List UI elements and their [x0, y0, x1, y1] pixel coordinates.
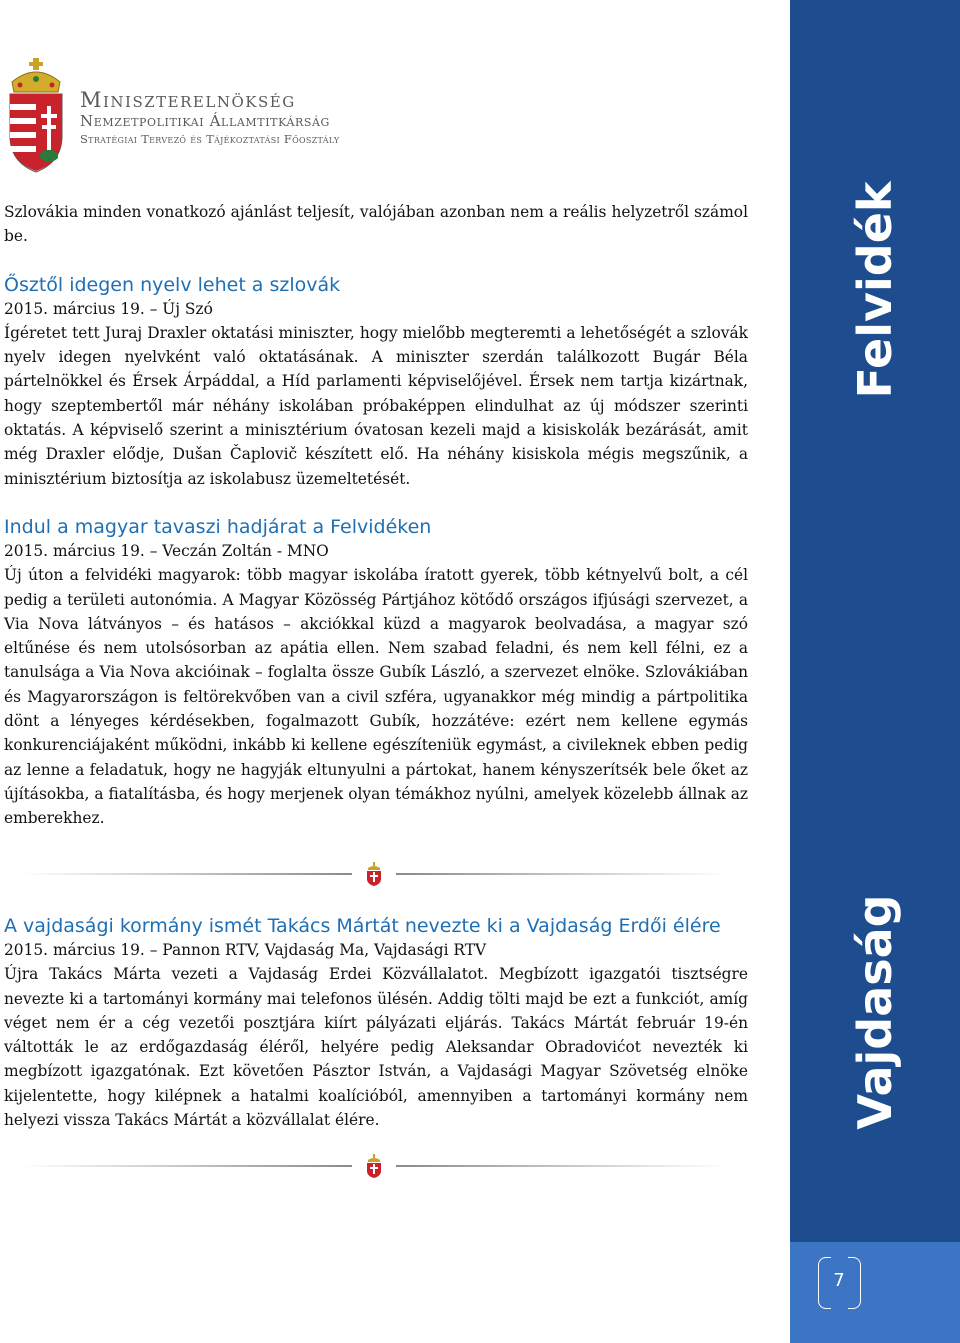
divider-line: [22, 873, 352, 875]
page-number: 7: [833, 1270, 845, 1291]
article-meta: 2015. március 19. – Új Szó: [4, 299, 213, 318]
article-title: A vajdasági kormány ismét Takács Mártát nevezte ki a Vajdaság Erdői élére: [4, 915, 721, 937]
organization-name-block: [80, 88, 340, 147]
section-sidebar: [790, 0, 960, 1343]
article-body: Ígéretet tett Juraj Draxler oktatási miniszter, hogy mielőbb megteremti a lehetőségét a szlovák nyelv idegen nyelvként való oktatásának. A miniszter szerdán találkozott Bugár Béla pártelnökkel és Érsek Árpáddal, a Híd parlamenti képviselőjével. Érsek nem tartja kizártnak, hogy szeptembertől már néhány iskolában próbaképpen elindulhat az új módszer szerinti oktatás. A képviselő szerint a minisztérium óvatosan kezeli majd a kisiskolák bezárását, amit még Draxler elődje, Dušan Čaplovič készített elő. Ha néhány kisiskola mégis megszűnik, a minisztérium biztosítja az iskolabusz üzemeltetését.: [4, 323, 748, 488]
article-1: [4, 273, 748, 491]
article-meta: 2015. március 19. – Veczán Zoltán - MNO: [4, 541, 329, 560]
article-title: Indul a magyar tavaszi hadjárat a Felvidéken: [4, 515, 432, 538]
article-body: Új úton a felvidéki magyarok: több magyar iskolába íratott gyerek, több kétnyelvű bolt, a cél pedig a területi autonómia. A Magyar Közösség Pártjához kötődő országos ifjúsági szervezet, a Via Nova látványos – és hatásos – akciókkal küzd a magyarok beolvadása, a magyar szó eltűnése és nem utolsósorban az apátia ellen. Nem szabad feladni, és nem kell félni, ez a tanulsága a Via Nova akcióinak – foglalta össze Gubík László, a szervezet elnöke. Szlovákiában és Magyarországon is feltörekvőben van a civil szféra, ugyanakkor még mindig a pártpolitika dönt a lényeges kérdésekben, fogalmazott Gubík, hozzátéve: ezért nem kellene egymás konkurenciájaként működni, inkább ki kellene egészíteniük egymást, a civileknek ebben pedig az lenne a feladatuk, hogy ne hagyják eltunyulni a pártokat, hanem kényszerítsék bele őket az újításokba, a fiatalításba, és hogy merjenek olyan témákhoz nyúlni, amelyek közelebb állnak az emberekhez.: [4, 566, 748, 828]
coat-of-arms-icon: [366, 1154, 382, 1178]
section-divider: [22, 862, 726, 886]
vajdasag-section: [4, 914, 748, 1132]
article-meta: 2015. március 19. – Pannon RTV, Vajdaság Ma, Vajdasági RTV: [4, 941, 487, 959]
bracket-right: [848, 1257, 861, 1309]
hungarian-coat-of-arms-logo: [6, 58, 66, 174]
section-label-vajdasag: Vajdaság: [848, 894, 902, 1130]
divider-line: [396, 873, 726, 875]
felvidek-section: [4, 200, 748, 831]
divider-line: [22, 1165, 352, 1167]
divider-line: [396, 1165, 726, 1167]
org-name: Miniszterelnökség: [80, 88, 296, 112]
coat-of-arms-icon: [366, 862, 382, 886]
intro-paragraph: Szlovákia minden vonatkozó ajánlást teljesít, valójában azonban nem a reális helyzetről számol be.: [4, 203, 748, 246]
article-body: Újra Takács Márta vezeti a Vajdaság Erdei Közvállalatot. Megbízott igazgatói tisztségre nevezte ki a tartományi kormány mai telefonos ülésén. Addig tölti majd be ezt a funkciót, amíg véget nem ér a cég vezetői posztjára kiírt pályázati eljárás. Takács Mártát február 19-én váltották le az erdőgazdaság éléről, helyére pedig Aleksandar Obradovićot nevezték ki megbízott igazgatónak. Ezt követően Pásztor István, a Vajdasági Magyar Szövetség elnöke kijelentette, hogy kilépnek a hatalmi koalícióból, amennyiben a tartományi kormány nem helyezi vissza Takács Mártát a közvállalat élére.: [4, 965, 748, 1130]
section-divider: [22, 1154, 726, 1178]
org-subtitle: Nemzetpolitikai Államtitkárság: [80, 112, 330, 130]
section-label-felvidek: Felvidék: [848, 181, 902, 399]
article-3: [4, 914, 748, 1132]
page-header: [0, 0, 790, 190]
article-2: [4, 515, 748, 831]
page-number-box: [790, 1242, 960, 1343]
org-department: Stratégiai Tervező és Tájékoztatási Főosztály: [80, 132, 340, 146]
article-title: Ősztől idegen nyelv lehet a szlovák: [4, 273, 341, 296]
